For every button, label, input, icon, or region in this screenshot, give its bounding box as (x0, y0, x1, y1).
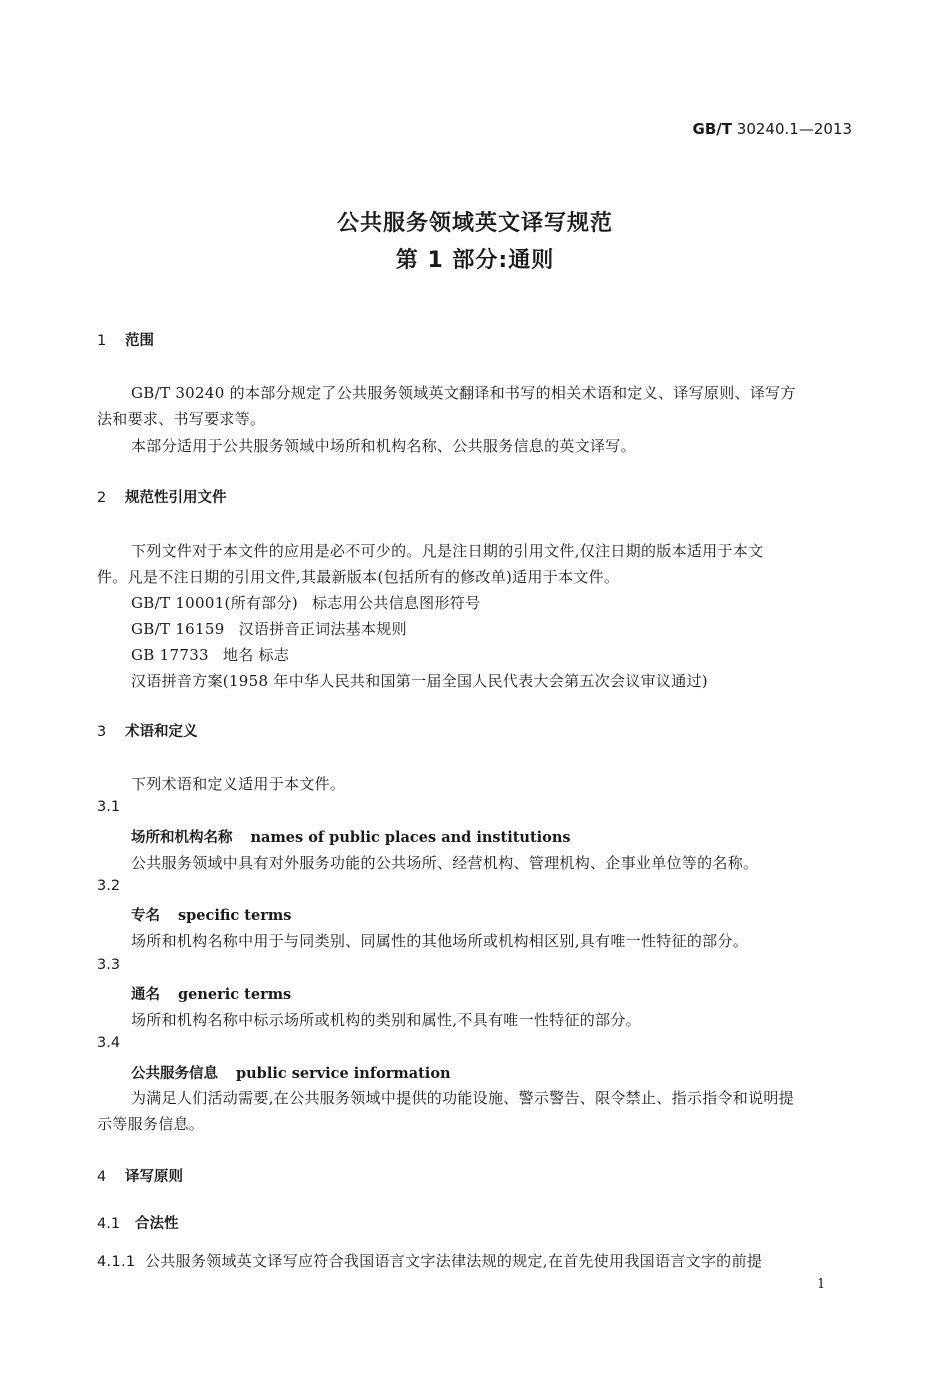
subsection-title: 合法性 (135, 1216, 179, 1232)
term-en: public service information (236, 1065, 451, 1082)
term-en: names of public places and institutions (250, 829, 571, 846)
section-4-heading (97, 1165, 183, 1186)
section-number: 4 (97, 1169, 107, 1185)
term-definition: 公共服务领域中具有对外服务功能的公共场所、经营机构、管理机构、企事业单位等的名称。 (131, 854, 759, 872)
standard-code: 30240.1—2013 (736, 120, 852, 138)
reference-item (131, 592, 480, 613)
reference-code: GB/T 16159 (131, 620, 225, 638)
section-number: 2 (97, 490, 107, 506)
section-1-heading (97, 329, 154, 350)
paragraph-continuation: 件。凡是不注日期的引用文件,其最新版本(包括所有的修改单)适用于本文件。 (97, 568, 620, 586)
term-entry (131, 1062, 451, 1083)
document-title: 公共服务领域英文译写规范 (336, 211, 613, 236)
term-en: specific terms (178, 907, 292, 924)
paragraph: 本部分适用于公共服务领域中场所和机构名称、公共服务信息的英文译写。 (131, 437, 636, 455)
standard-prefix: GB/T (692, 120, 733, 138)
reference-title: 地名 标志 (222, 646, 290, 664)
reference-code: GB/T 10001(所有部分) (131, 594, 299, 612)
section-number: 1 (97, 333, 107, 349)
subsection-number: 4.1 (97, 1216, 121, 1232)
reference-code: GB 17733 (131, 646, 209, 664)
section-number: 3 (97, 724, 107, 740)
reference-title: 标志用公共信息图形符号 (312, 594, 481, 612)
term-definition: 场所和机构名称中用于与同类别、同属性的其他场所或机构相区别,具有唯一性特征的部分。 (131, 932, 749, 950)
term-zh: 公共服务信息 (131, 1066, 218, 1082)
paragraph: 下列文件对于本文件的应用是必不可少的。凡是注日期的引用文件,仅注日期的版本适用于本文 (131, 542, 764, 560)
clause-text: 公共服务领域英文译写应符合我国语言文字法律法规的规定,在首先使用我国语言文字的前提 (145, 1252, 763, 1270)
term-number: 3.1 (97, 799, 121, 815)
term-number: 3.4 (97, 1035, 121, 1051)
paragraph: 下列术语和定义适用于本文件。 (131, 775, 346, 793)
term-zh: 通名 (131, 987, 160, 1003)
term-number: 3.3 (97, 957, 121, 973)
term-definition: 为满足人们活动需要,在公共服务领域中提供的功能设施、警示警告、限令禁止、指示指令和说明提 (131, 1089, 794, 1107)
subsection-4-1-heading (97, 1212, 179, 1233)
standard-number (693, 120, 852, 138)
clause-4-1-1 (97, 1250, 762, 1271)
section-2-heading (97, 486, 227, 507)
paragraph-continuation: 法和要求、书写要求等。 (97, 410, 266, 428)
reference-item (131, 618, 407, 639)
reference-item (131, 644, 289, 665)
page-number: 1 (817, 1277, 826, 1292)
term-number: 3.2 (97, 878, 121, 894)
term-entry (131, 826, 571, 847)
paragraph: GB/T 30240 的本部分规定了公共服务领域英文翻译和书写的相关术语和定义、译写原则、译写方 (131, 384, 796, 402)
clause-number: 4.1.1 (97, 1254, 136, 1270)
section-title: 术语和定义 (125, 724, 198, 740)
section-title: 规范性引用文件 (125, 490, 227, 506)
term-definition: 场所和机构名称中标示场所或机构的类别和属性,不具有唯一性特征的部分。 (131, 1011, 641, 1029)
reference-title: 汉语拼音正词法基本规则 (238, 620, 407, 638)
reference-item: 汉语拼音方案(1958 年中华人民共和国第一届全国人民代表大会第五次会议审议通过) (131, 672, 708, 690)
section-title: 译写原则 (125, 1169, 183, 1185)
term-entry (131, 983, 291, 1004)
section-title: 范围 (125, 333, 154, 349)
section-3-heading (97, 720, 198, 741)
term-zh: 专名 (131, 908, 160, 924)
document-subtitle: 第 1 部分:通则 (395, 248, 555, 273)
term-definition-continuation: 示等服务信息。 (97, 1115, 205, 1133)
term-entry (131, 904, 291, 925)
term-zh: 场所和机构名称 (131, 830, 233, 846)
term-en: generic terms (178, 986, 292, 1003)
